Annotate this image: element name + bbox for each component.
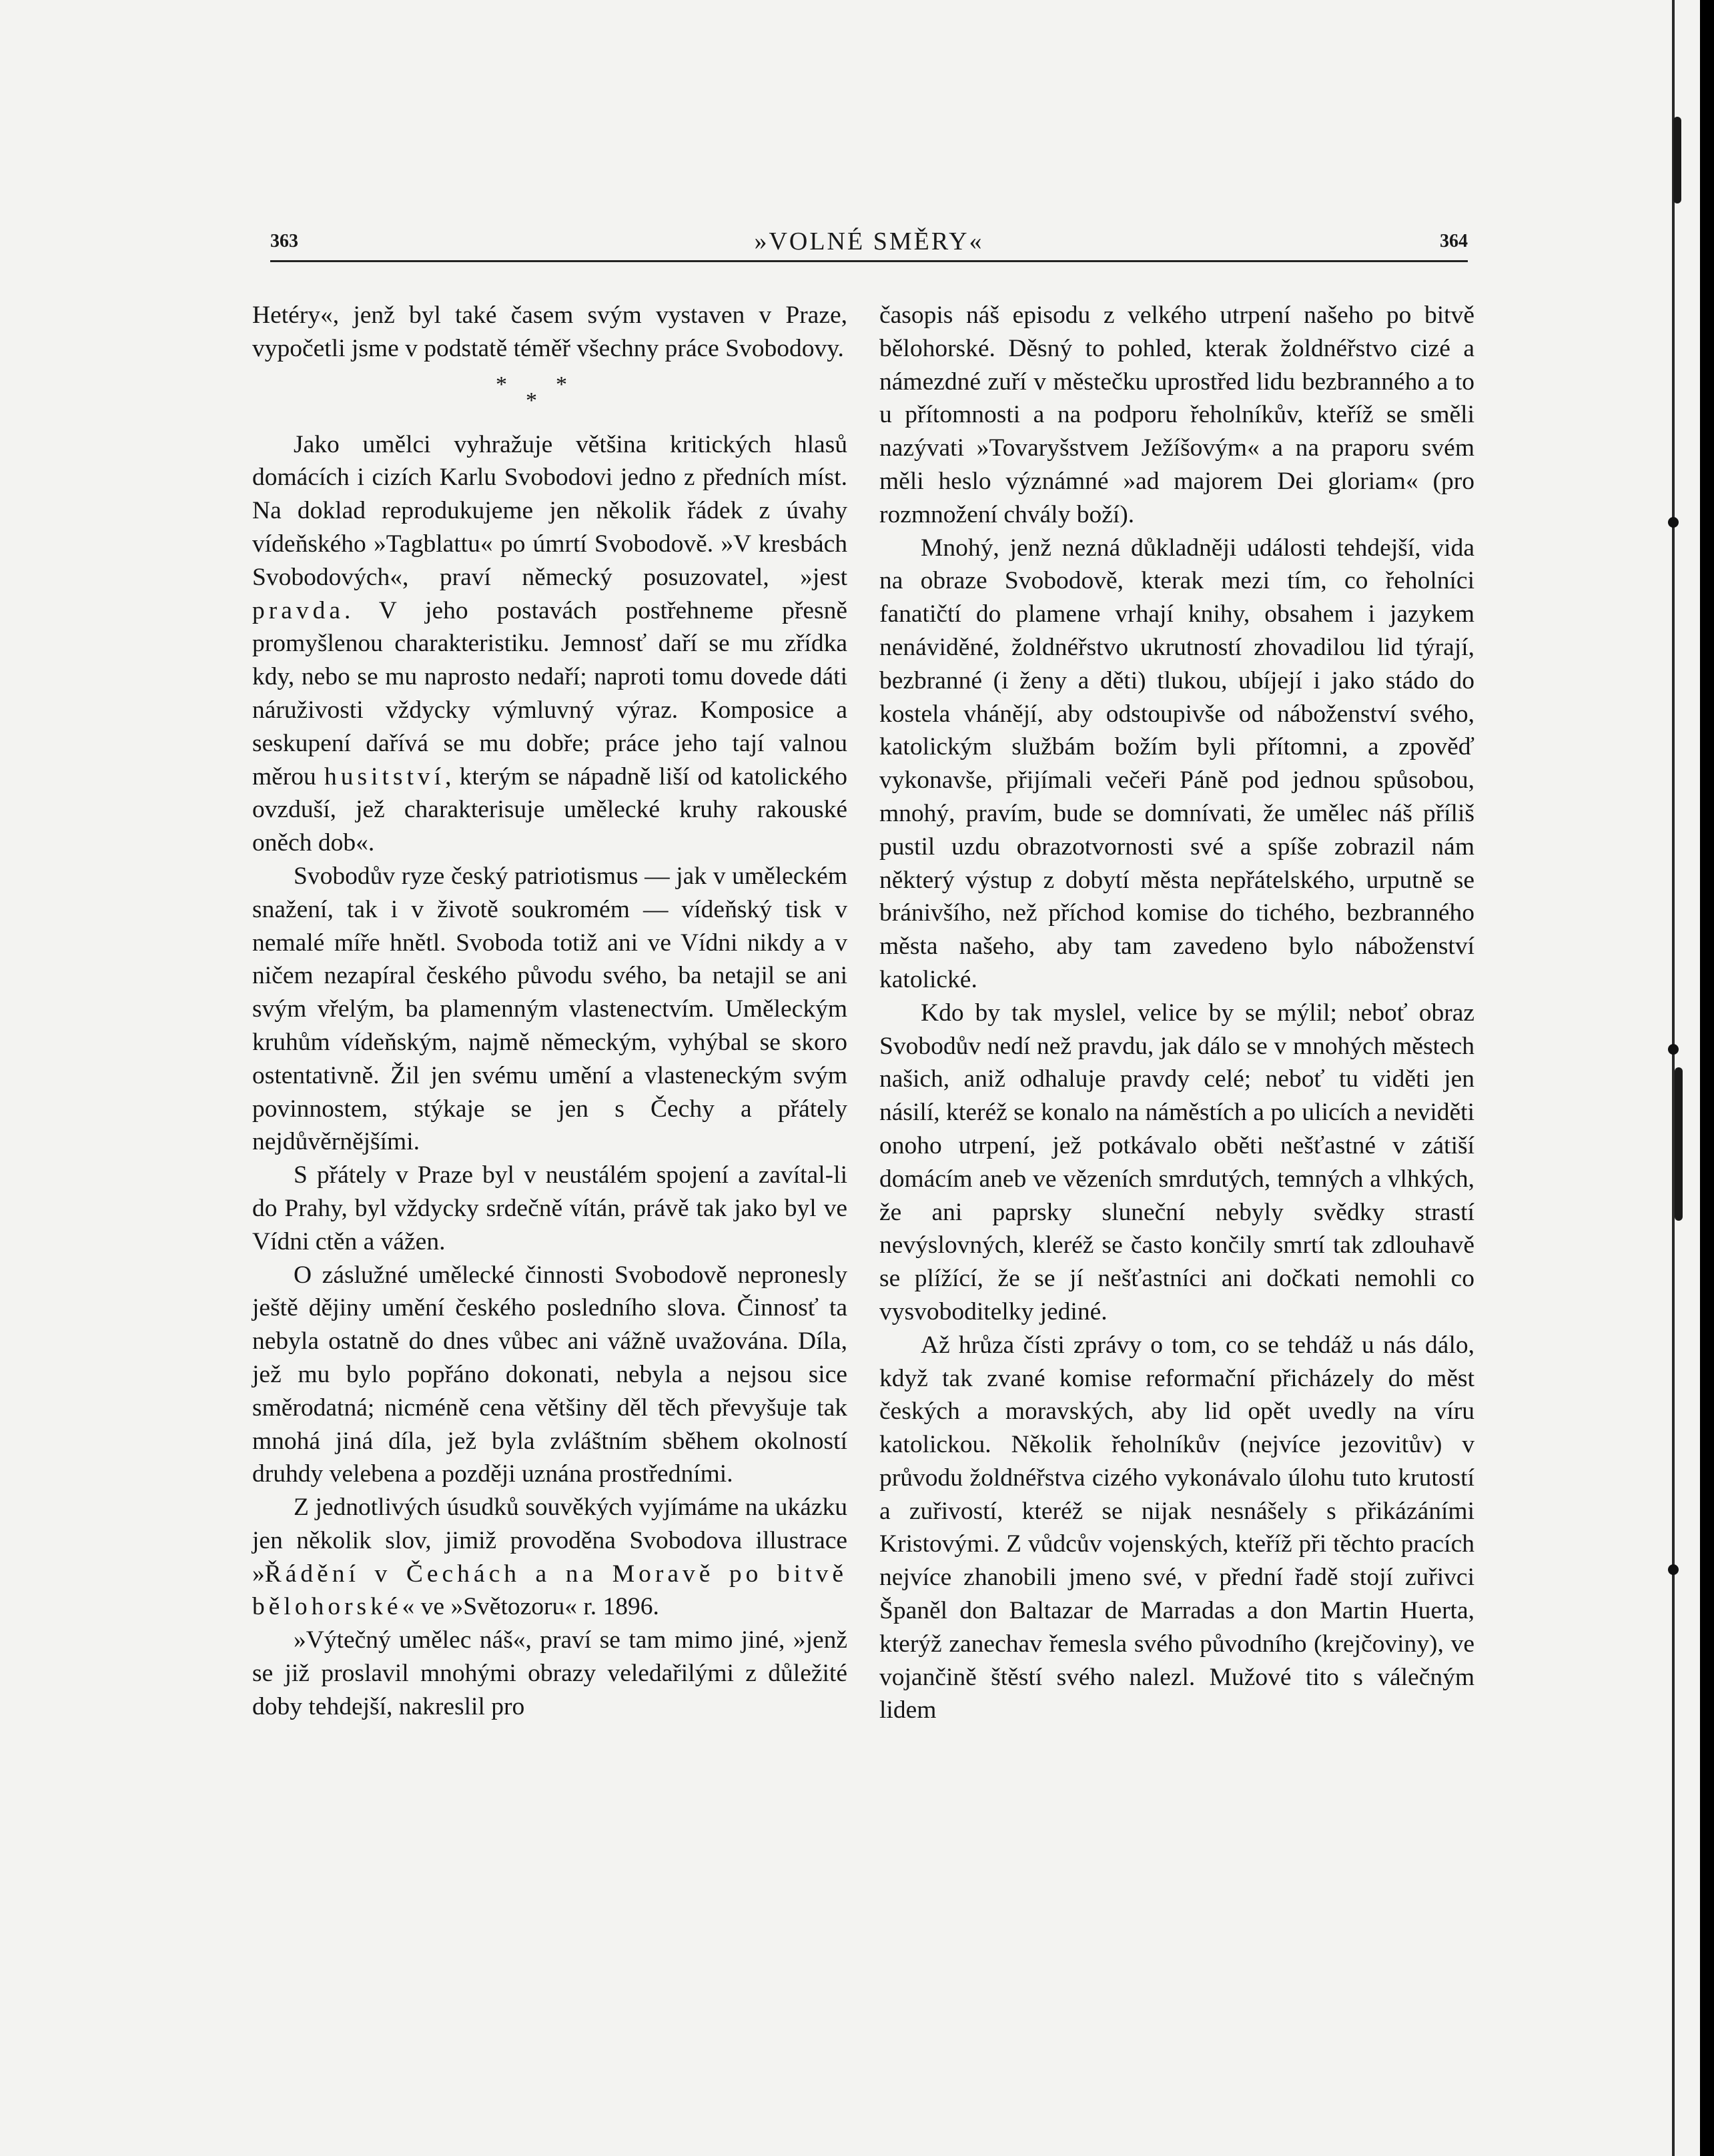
binding-dot [1668,1044,1679,1055]
binding-dot [1668,517,1679,528]
paragraph: Mnohý, jenž nezná důkladněji události tehdejší, vida na obraze Svobodově, kterak mezi tím, co řeholníci fanatičtí do plamene vrhají knihy, obsahem i jazykem nenáviděné, žoldnéřstvo ukrutností zhovadilou lid týrají, bezbranné (i ženy a děti) tlukou, ubíjejí i jako stádo do kostela vhánějí, aby odstoupivše od náboženství svého, katolickým službám božím byli přítomni, a zpověď vykonavše, přijímali večeři Páně pod jednou spůsobou, mnohý, pravím, bude se domnívati, že umělec náš příliš pustil uzdu obrazotvornosti své a spíše zobrazil nám některý výstup z dobytí města nepřátelského, urputně se bránivšího, než příchod komise do tichého, bezbranného města našeho, aby tam zavedeno bylo náboženství katolické. [879,534,1474,993]
paragraph: Až hrůza čísti zprávy o tom, co se tehdáž u nás dálo, když tak zvané komise reformační přicházely do měst českých a moravských, aby lid opět uvedly na víru katolickou. Několik řeholníkův (nejvíce jezovitův) v průvodu žoldnéřstva cizého vykonávalo úlohu tuto krutostí a zuřivostí, kteréž se nijak nesnášely s přikázáními Kristovými. Z vůdcův vojenských, kteříž při těchto pracích nejvíce zhanobili jmeno své, v přední řadě stojí zuřivci Španěl don Baltazar de Marradas a don Martin Huerta, kterýž zanechav řemesla svého původního (krejčoviny), ve vojančině štěstí svého nalezl. Mužové tito s válečným lidem [879,1331,1474,1724]
paragraph: časopis náš episodu z velkého utrpení našeho po bitvě bělohorské. Děsný to pohled, kterak žoldnéřstvo cizé a námezdné zuří v městečku uprostřed lidu bezbranného a to u přítomnosti a na podporu řeholníkův, kteříž se směli nazývati »Tovaryšstvem Ježíšovým« a na praporu svém měli heslo význámné »ad majorem Dei gloriam« (pro rozmnožení chvály boží). [879,302,1474,528]
binding-mark [1673,117,1681,203]
left-column [252,299,847,1724]
asterisk: * [526,388,537,413]
text-run: « ve »Světozoru« r. 1896. [402,1593,659,1621]
text-run: , kterým se nápadně liší od katolického ovzduší, jež charakterisuje umělecké kruhy rakouské oněch dob«. [252,762,847,857]
paragraph: Kdo by tak myslel, velice by se mýlil; neboť obraz Svobodův nedí než pravdu, jak dálo se v mnohých městech našich, aniž odhaluje pravdy celé; neboť tu viděti jen násilí, kteréž se konalo na náměstích a po ulicích a neviděti onoho utrpení, jež potkávalo oběti nešťastné v zátiší domácím aneb ve vězeních smrdutých, temných a vlhkých, že ani paprsky sluneční nebyly svědky strastí nevýslovných, kleréž se často končily smrtí tak zdlouhavě se plížící, že se jí nešťastníci ani dočkati nemohli co vysvoboditelky jediné. [879,999,1474,1325]
text-run: . V jeho postavách postřehneme přesně promyšlenou charakteristiku. Jemnosť daří se mu zřídka kdy, nebo se mu naprosto nedaří; naproti tomu dovede dáti náruživosti vždycky výmluvný výraz. Komposice a seskupení dařívá se mu dobře; práce jeho tají valnou měrou [252,596,847,790]
page-number-right: 364 [1440,231,1468,251]
emphasis-text: husitství [324,762,446,790]
paragraph [252,428,847,860]
binding-dot [1668,1564,1679,1575]
asterisk: * [496,372,507,397]
paragraph: Hetéry«, jenž byl také časem svým vystaven v Praze, vypočetli jsme v podstatě téměř všechny práce Svobodovy. [252,302,847,362]
paragraph: »Výtečný umělec náš«, praví se tam mimo jiné, »jenž se již proslavil mnohými obrazy veledařilými z důležité doby tehdejší, nakreslil pro [252,1626,847,1720]
page-number-left: 363 [270,231,298,251]
running-header [270,227,1468,262]
paragraph [252,1491,847,1624]
text-run: Jako umělci vyhražuje většina kritických hlasů domácích i cizích Karlu Svobodovi jedno z předních míst. Na doklad reprodukujeme jen několik řádek z úvahy vídeňského »Tagblattu« po úmrtí Svobodově. »V kresbách Svobodových«, praví německý posuzovatel, »jest [252,430,847,591]
journal-title: »VOLNÉ SMĚRY« [754,227,984,255]
asterisk: * [556,372,567,397]
text-run: Z jednotlivých úsudků souvěkých vyjímáme na ukázku jen několik slov, jimiž provoděna Svobodova illustrace » [252,1494,847,1588]
paragraph: O záslužné umělecké činnosti Svobodově nepronesly ještě dějiny umění českého posledního slova. Činnosť ta nebyla ostatně do dnes vůbec ani vážně uvažována. Díla, jež mu bylo popřáno dokonati, nebyla a nejsou sice směrodatná; nicméně cena většiny děl těch převyšuje tak mnohá jiná díla, jež byla zvláštním sběhem okolností druhdy velebena a později uznána prostředními. [252,1261,847,1488]
emphasis-text: pravda [252,596,345,624]
paragraph: S přátely v Praze byl v neustálém spojení a zavítal-li do Prahy, byl vždycky srdečně vítán, právě tak jako byl ve Vídni ctěn a vážen. [252,1161,847,1255]
asterism-divider [252,368,847,415]
binding-mark [1675,1067,1683,1221]
right-column [879,299,1474,1727]
emphasis-text: Řádění v Čechách a na Moravě po bitvě bělohorské [252,1560,847,1621]
paragraph: Svobodův ryze český patriotismus — jak v uměleckém snažení, tak i v životě soukromém — vídeňský tisk v nemalé míře hnětl. Svoboda totiž ani ve Vídni nikdy a v ničem nezapíral českého původu svého, ba netajil se ani svým vřelým, ba plamenným vlastenectvím. Uměleckým kruhům vídeňským, najmě německým, vyhýbal se skoro ostentativně. Žil jen svému umění a vlasteneckým svým povinnostem, stýkaje se jen s Čechy a přátely nejdůvěrnějšími. [252,862,847,1156]
